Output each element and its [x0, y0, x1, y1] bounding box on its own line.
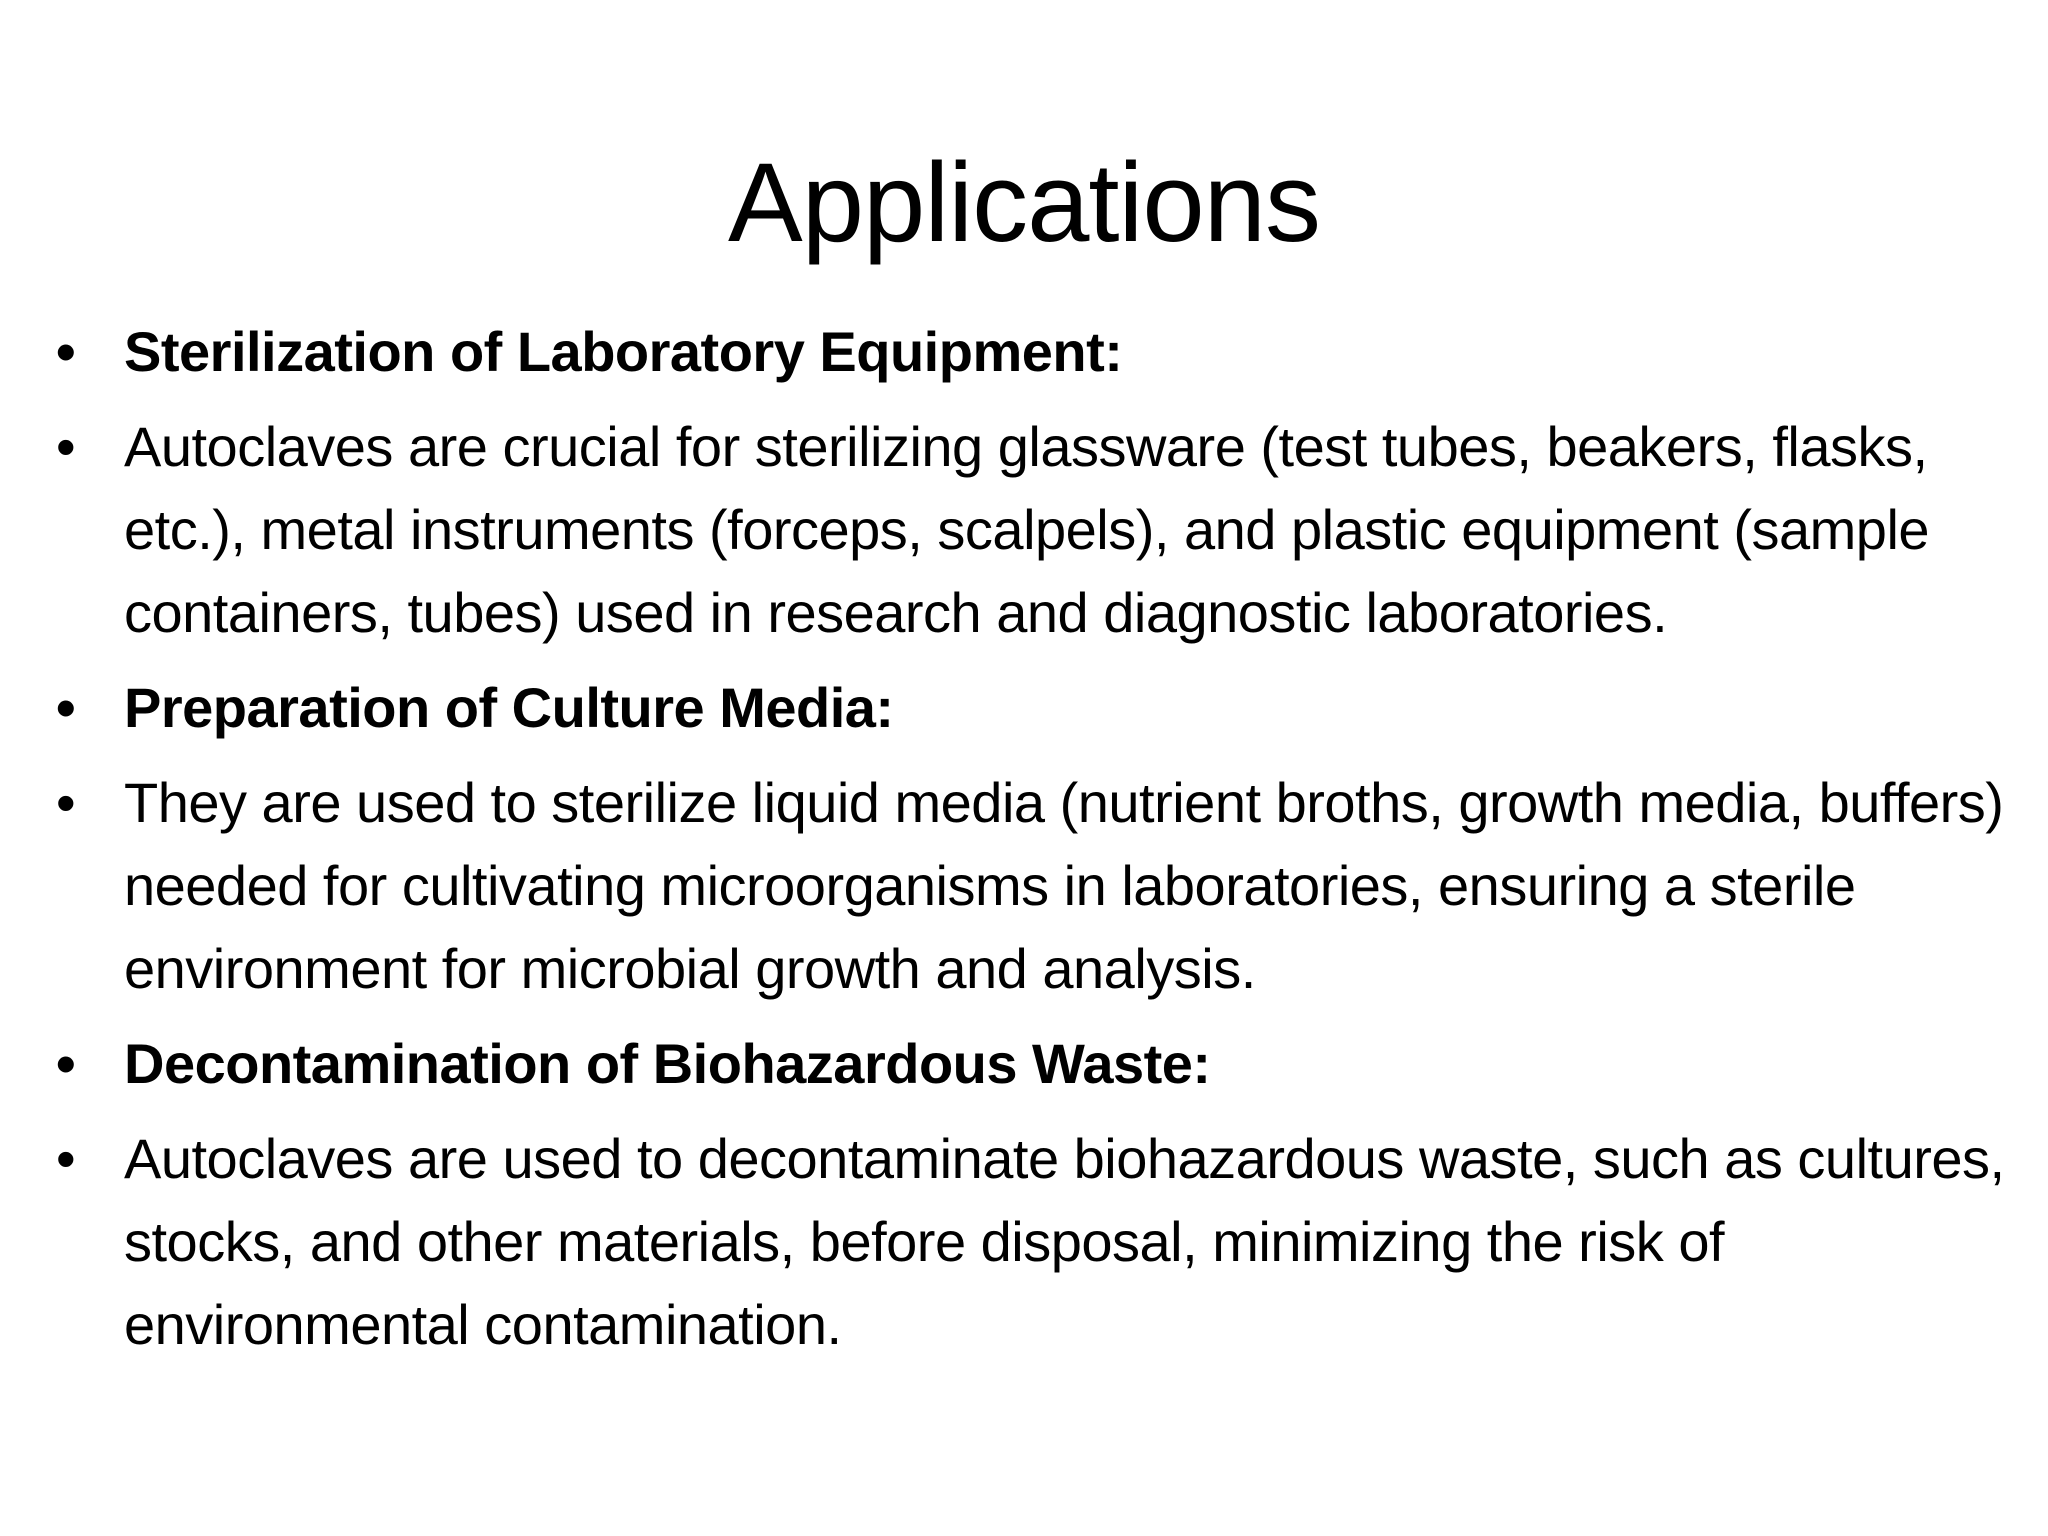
bullet-text-biohazard: Autoclaves are used to decontaminate biohazardous waste, such as cultures, stocks, and other materials, before disposal, minimizing the risk of environmental contamination.: [124, 1127, 2005, 1356]
bullet-text-sterilization: Autoclaves are crucial for sterilizing glassware (test tubes, beakers, flasks, etc.), metal instruments (forceps, scalpels), and plastic equipment (sample containers, tubes) used in research and diagnostic laboratories.: [124, 415, 1930, 644]
bullet-heading-culture-media: Preparation of Culture Media:: [124, 676, 894, 739]
bullet-text-culture-media: They are used to sterilize liquid media (nutrient broths, growth media, buffers) needed for cultivating microorganisms in laboratories, ensuring a sterile environment for microbial growth and analysis.: [124, 771, 2004, 1000]
bullet-item: [56, 405, 2036, 654]
bullet-icon: •: [56, 676, 76, 739]
bullet-icon: •: [56, 1032, 76, 1095]
bullet-list: [56, 310, 2036, 1378]
bullet-heading-sterilization: Sterilization of Laboratory Equipment:: [124, 320, 1123, 383]
bullet-heading-biohazard: Decontamination of Biohazardous Waste:: [124, 1032, 1211, 1095]
bullet-item: [56, 1022, 2036, 1105]
bullet-icon: •: [56, 415, 76, 478]
bullet-icon: •: [56, 320, 76, 383]
bullet-item: [56, 310, 2036, 393]
slide-title: Applications: [728, 140, 1320, 265]
bullet-item: [56, 1117, 2036, 1366]
bullet-icon: •: [56, 1127, 76, 1190]
bullet-item: [56, 761, 2036, 1010]
bullet-icon: •: [56, 771, 76, 834]
bullet-item: [56, 666, 2036, 749]
